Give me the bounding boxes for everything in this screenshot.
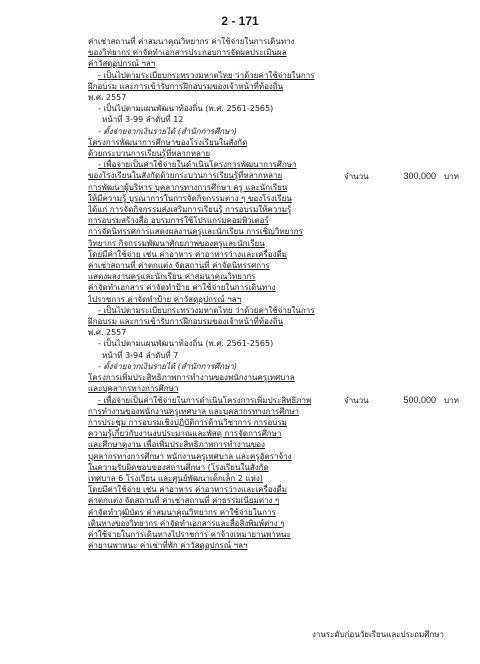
text-line: การประชุม การอบรมเชิงปฏิบัติการด้านวิชาการ การอบรม xyxy=(88,417,287,427)
amount-label: จำนวน xyxy=(344,172,369,181)
project-title: ด้วยกระบวนการเรียนรู้ที่หลากหลาย xyxy=(88,149,211,159)
text-line: - เพื่อจ่ายเป็นค่าใช้จ่ายในดำเนินโครงการพัฒนาการศึกษา xyxy=(98,160,297,170)
text-line: การพัฒนาผู้บริหาร บุคลากรทางการศึกษา ครู และนักเรียน xyxy=(88,182,288,192)
text-line: ในความรับผิดชอบของสถานศึกษา (โรงเรียนในสังกัด xyxy=(88,462,269,472)
project-1 xyxy=(88,137,344,372)
text-line: ค่าตกแต่ง จัดสถานที่ ค่าเช่าสถานที่ ค่าธรรมเนียมต่าง ๆ xyxy=(88,496,280,506)
text-line: บุคลากรทางการศึกษา พนักงานครูเทศบาล และครูอัตราจ้าง xyxy=(88,451,292,461)
text-line: - เป็นไปตามแผนพัฒนาท้องถิ่น (พ.ศ. 2561-2565) xyxy=(98,339,274,349)
text-line: แสดงผลงานครูและนักเรียน ค่าสมนาคุณวิทยากร xyxy=(88,272,256,282)
project-title: โครงการเพิ่มประสิทธิภาพการทำงานของพนักงานครูเทศบาล xyxy=(88,373,295,383)
project-2 xyxy=(88,372,344,551)
text-line: - เป็นไปตามแผนพัฒนาท้องถิ่น (พ.ศ. 2561-2565) xyxy=(98,104,274,114)
text-line: การจัดนิทรรศการแสดงผลงานครูและนักเรียน การเชิญวิทยากร xyxy=(88,227,303,237)
text-line: การทำงานของพนักงานครูเทศบาล และบุคลากรทางการศึกษา xyxy=(88,406,299,416)
text-line: ค่าใช้จ่ายในการเดินทางไปราชการ ค่าจ้างเหมายานพาหนะ xyxy=(88,529,291,539)
text-line: วิทยากร กิจกรรมพัฒนาศักยภาพของครูและนักเรียน xyxy=(88,238,265,248)
amount-unit: บาท xyxy=(444,396,459,405)
funding-source-note: - ตั้งจ่ายจากเงินรายได้ (สำนักการศึกษา) xyxy=(98,361,238,371)
text-line: ค่าจัดทำวุฒิบัตร ค่าสมนาคุณวิทยากร ค่าใช้จ่ายในการ xyxy=(88,507,276,517)
funding-source-note: - ตั้งจ่ายจากเงินรายได้ (สำนักการศึกษา) xyxy=(98,126,238,136)
amount-value: 300,000 xyxy=(403,171,436,181)
text-line: ค่าเช่าสถานที่ ค่าสมนาคุณวิทยากร ค่าใช้จ่ายในการเดินทาง xyxy=(88,37,295,46)
text-line: โดยมีค่าใช้จ่าย เช่น ค่าอาหาร ค่าอาหารว่างและเครื่องดื่ม xyxy=(88,485,287,495)
text-line: ค่าจัดทำเอกสาร ค่าจัดทำป้าย ค่าใช้จ่ายในการเดินทาง xyxy=(88,283,276,293)
amount-label: จำนวน xyxy=(344,396,369,405)
budget-content xyxy=(88,36,344,551)
text-line: โดยมีค่าใช้จ่าย เช่น ค่าอาหาร ค่าอาหารว่างและเครื่องดื่ม xyxy=(88,249,287,259)
text-line: ความรู้เกี่ยวกับงานงบประมาณและพัสดุ การจัดการศึกษา xyxy=(88,429,282,439)
text-line: หน้าที่ 3-99 ลำดับที่ 12 xyxy=(102,115,184,125)
block-a xyxy=(88,36,344,137)
text-line: เดินทางของวิทยากร ค่าจัดทำเอกสารและสื่อสิ่งพิมพ์ต่าง ๆ xyxy=(88,518,285,528)
text-line: - เพื่อจ่ายเป็นค่าใช้จ่ายในการดำเนินโครงการเพิ่มประสิทธิภาพ xyxy=(98,395,312,405)
text-line: ฝึกอบรม และการเข้ารับการฝึกอบรมของเจ้าหน้าที่ท้องถิ่น xyxy=(88,81,284,91)
text-line: ของโรงเรียนในสังกัดด้วยกระบวนการเรียนรู้ที่หลากหลาย xyxy=(88,171,283,181)
project-title: โครงการพัฒนาการศึกษาของโรงเรียนในสังกัด xyxy=(88,137,248,147)
text-line: - เป็นไปตามระเบียบกระทรวงมหาดไทย ว่าด้วยค่าใช้จ่ายในการ xyxy=(98,70,315,80)
text-line: ฝึกอบรม และการเข้ารับการฝึกอบรมของเจ้าหน้าที่ท้องถิ่น xyxy=(88,317,284,327)
text-line: ได้แก่ การจัดกิจกรรมส่งเสริมการเรียนรู้ การอบรมให้ความรู้ xyxy=(88,205,292,215)
text-line: ค่าวัสดุอุปกรณ์ ฯลฯ xyxy=(88,59,156,69)
text-line: หน้าที่ 3-94 ลำดับที่ 7 xyxy=(102,350,179,360)
amount-value: 500,000 xyxy=(403,395,436,405)
text-line: การอบรมสร้างสื่อ อบรมการใช้โปรแกรมคอมพิวเตอร์ xyxy=(88,216,269,226)
text-line: พ.ศ. 2557 xyxy=(88,328,127,338)
text-line: ค่าเช่าสถานที่ ค่าตกแต่ง จัดสถานที่ ค่าจัดนิทรรศการ xyxy=(88,261,270,271)
text-line: ค่ายานพาหนะ ค่าเช่าที่พัก ค่าวัสดุอุปกรณ์ ฯลฯ xyxy=(88,541,248,551)
project-title: และบุคลากรทางการศึกษา xyxy=(88,384,179,394)
text-line: ให้มีความรู้ บูรณาการในการจัดกิจกรรมต่าง ๆ ของโรงเรียน xyxy=(88,193,292,203)
page-footer: งานระดับก่อนวัยเรียนและประถมศึกษา xyxy=(311,630,444,639)
text-line: เทศบาล 6 โรงเรียน และศูนย์พัฒนาเด็กเล็ก 2 แห่ง) xyxy=(88,473,263,483)
amount-unit: บาท xyxy=(444,172,459,181)
page-number: 2 - 171 xyxy=(221,14,259,28)
text-line: - เป็นไปตามระเบียบกระทรวงมหาดไทย ว่าด้วยค่าใช้จ่ายในการ xyxy=(98,305,315,315)
text-line: และศึกษาดูงาน เพื่อเพิ่มประสิทธิภาพการทำงานของ xyxy=(88,440,265,450)
text-line: ไปราชการ ค่าจัดทำป้าย ค่าวัสดุอุปกรณ์ ฯลฯ xyxy=(88,294,242,304)
text-line: พ.ศ. 2557 xyxy=(88,93,127,103)
text-line: ของวิทยากร ค่าจัดทำเอกสารประกอบการจัดผลประเมินผล xyxy=(88,48,287,58)
